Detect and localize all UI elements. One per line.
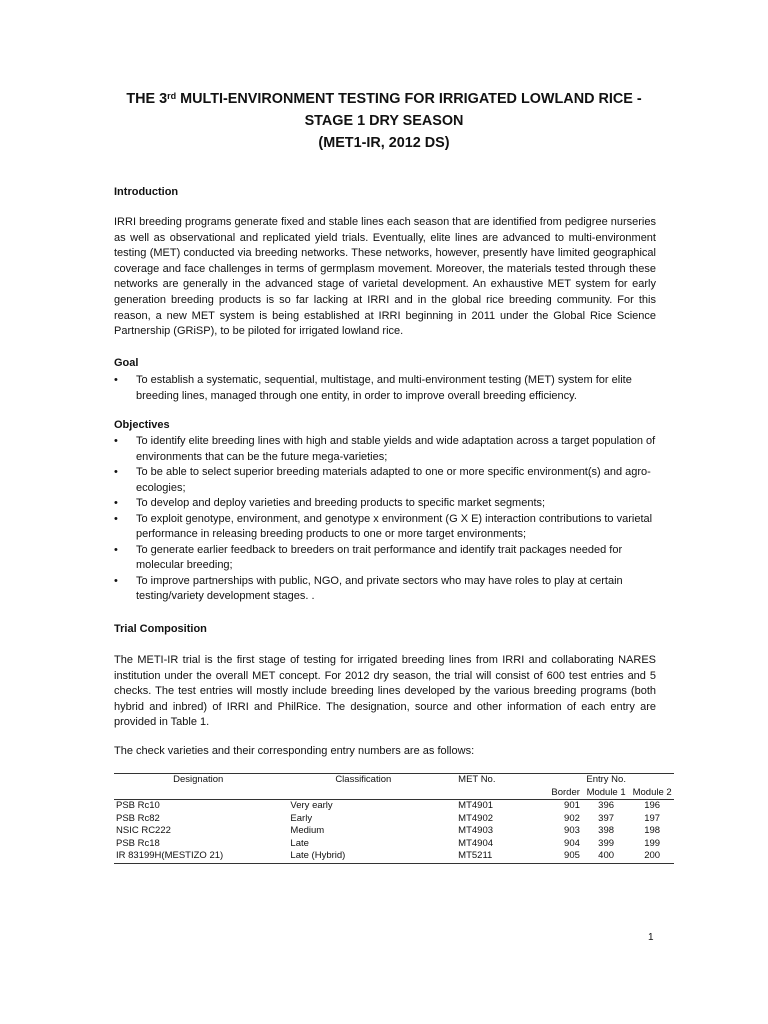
- cell-met-no: MT4904: [458, 837, 494, 849]
- cell-border: 904: [564, 837, 580, 849]
- cell-designation: IR 83199H(MESTIZO 21): [116, 850, 224, 861]
- cell-classification: Late (Hybrid): [290, 850, 346, 861]
- cell-designation: PSB Rc18: [116, 837, 160, 849]
- cell-module-1: 397: [598, 812, 615, 824]
- cell-module-2: 196: [644, 800, 661, 811]
- objective-text: To exploit genotype, environment, and genotype x environment (G X E) interaction contributions to varietal performance in releasing breeding products to one or more target environments;: [136, 512, 653, 540]
- cell-module-1: 399: [598, 837, 615, 849]
- cell-module-2: 197: [644, 812, 661, 824]
- title-superscript: rd: [167, 91, 177, 101]
- check-varieties-intro: The check varieties and their corresponding entry numbers are as follows:: [114, 745, 475, 757]
- col-module-2: Module 2: [632, 786, 672, 798]
- cell-designation: NSIC RC222: [116, 825, 171, 836]
- objective-text: To identify elite breeding lines with high and stable yields and wide adaptation across a target population of environments that can be the future mega-varieties;: [136, 435, 656, 463]
- bullet-icon: •: [114, 435, 118, 447]
- table-row: [114, 850, 674, 863]
- col-module-1: Module 1: [586, 786, 626, 798]
- col-classification: Classification: [335, 774, 392, 785]
- cell-classification: Early: [290, 812, 313, 824]
- cell-met-no: MT4902: [458, 812, 494, 824]
- cell-module-2: 200: [644, 850, 661, 861]
- bullet-icon: •: [114, 497, 118, 509]
- bullet-icon: •: [114, 512, 118, 525]
- list-item: [114, 434, 656, 465]
- cell-border: 902: [564, 812, 580, 824]
- objective-text: To improve partnerships with public, NGO, and private sectors who may have roles to play at certain testing/variety development stages. .: [136, 574, 623, 602]
- cell-met-no: MT5211: [458, 850, 493, 861]
- cell-classification: Late: [290, 837, 309, 849]
- cell-designation: PSB Rc82: [116, 812, 160, 824]
- objective-text: To be able to select superior breeding materials adapted to one or more specific environment(s) and agro-ecologies;: [136, 466, 651, 494]
- table-subheader-row: [114, 787, 674, 800]
- col-designation: Designation: [173, 774, 224, 785]
- introduction-heading: Introduction: [114, 186, 179, 198]
- check-varieties-table: [114, 773, 674, 864]
- document-title-line-2: STAGE 1 DRY SEASON: [304, 113, 464, 129]
- table-row: [114, 800, 674, 813]
- list-item: [114, 465, 656, 496]
- objective-text: To develop and deploy varieties and breeding products to specific market segments;: [136, 497, 546, 509]
- cell-classification: Very early: [290, 800, 333, 811]
- col-border: Border: [551, 786, 580, 798]
- cell-border: 901: [564, 800, 580, 811]
- trial-composition-heading: Trial Composition: [114, 623, 207, 635]
- cell-module-1: 400: [598, 850, 615, 861]
- table-header-row: [114, 774, 674, 787]
- document-title-line-1: [0, 89, 768, 110]
- objectives-heading: Objectives: [114, 419, 170, 431]
- goal-list: [114, 373, 656, 404]
- title-main: MULTI-ENVIRONMENT TESTING FOR IRRIGATED LOWLAND RICE -: [176, 91, 642, 107]
- title-prefix: THE 3: [126, 91, 168, 107]
- cell-border: 905: [564, 850, 580, 861]
- cell-module-2: 198: [644, 825, 661, 836]
- list-item: [114, 574, 656, 605]
- list-item: [114, 373, 656, 404]
- goal-heading: Goal: [114, 357, 139, 369]
- cell-module-1: 396: [598, 800, 615, 811]
- document-title-line-3: (MET1-IR, 2012 DS): [318, 135, 450, 151]
- bullet-icon: •: [114, 574, 118, 587]
- bullet-icon: •: [114, 466, 118, 478]
- objectives-list: [114, 434, 656, 605]
- cell-classification: Medium: [290, 825, 325, 836]
- page-number: 1: [648, 932, 654, 943]
- cell-border: 903: [564, 825, 580, 836]
- introduction-paragraph: IRRI breeding programs generate fixed and stable lines each season that are identified from pedigree nurseries as well as observational and replicated yield trials. Eventually, elite lines are advanced to multi-environment testing (MET) conducted via breeding networks. These networks, however, presently have limited geographical coverage and face challenges in terms of germplasm movement. Moreover, the materials tested through these networks are generally in the advanced stage of varietal development. An exhaustive MET system for early generation breeding products is so far lacking at IRRI and in the global rice breeding community. For this reason, a new MET system is being established at IRRI beginning in 2011 under the Global Rice Science Partnership (GRiSP), to be piloted for irrigated lowland rice.: [114, 216, 656, 338]
- trial-composition-paragraph: The METI-IR trial is the first stage of testing for irrigated breeding lines from IRRI and collaborating NARES institution under the overall MET concept. For 2012 dry season, the trial will consist of 600 test entries and 5 checks. The test entries will mostly include breeding lines developed by the various breeding programs (both hybrid and inbred) of IRRI and PhilRice. The designation, source and other information of each entry are provided in Table 1.: [114, 654, 656, 729]
- table-row: [114, 813, 674, 826]
- goal-item-text: To establish a systematic, sequential, multistage, and multi-environment testing (MET) system for elite breeding lines, managed through one entity, in order to improve overall breeding efficiency.: [136, 374, 632, 402]
- col-met-no: MET No.: [458, 774, 496, 785]
- bullet-icon: •: [114, 374, 118, 386]
- list-item: [114, 496, 656, 512]
- bullet-icon: •: [114, 543, 118, 556]
- cell-module-2: 199: [644, 837, 661, 849]
- cell-met-no: MT4901: [458, 800, 494, 811]
- table-row: [114, 825, 674, 838]
- list-item: [114, 543, 656, 574]
- objective-text: To generate earlier feedback to breeders on trait performance and identify trait packages needed for molecular breeding;: [136, 543, 623, 571]
- cell-designation: PSB Rc10: [116, 800, 160, 811]
- table-row: [114, 838, 674, 851]
- col-entry-no: Entry No.: [586, 774, 626, 785]
- cell-module-1: 398: [598, 825, 615, 836]
- list-item: [114, 512, 656, 543]
- cell-met-no: MT4903: [458, 825, 494, 836]
